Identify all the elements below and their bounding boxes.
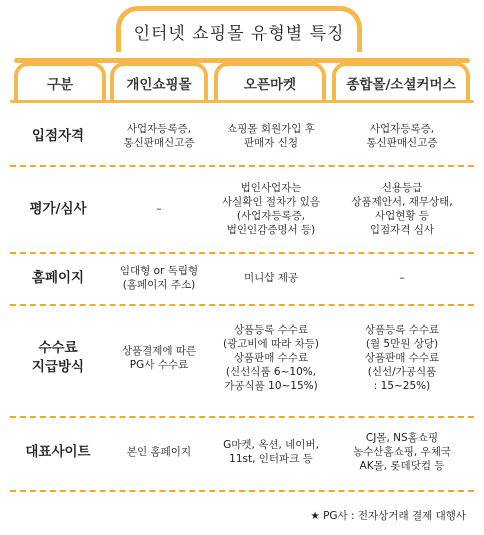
cell-sites-general: CJ몰, NS홈쇼핑 농수산홈쇼핑, 우체국 AK몰, 롯데닷컴 등 bbox=[353, 432, 451, 472]
column-header-open-market: 오픈마켓 bbox=[214, 62, 326, 100]
row-label-representative-sites: 대표사이트 bbox=[25, 443, 91, 460]
row-label-fee: 수수료 지급방식 bbox=[31, 340, 85, 375]
column-header-category: 구분 bbox=[14, 62, 106, 100]
row-label-homepage: 홈페이지 bbox=[31, 269, 85, 286]
cell-evaluation-open: 법인사업자는 사실확인 절차가 있음 (사업자등록증, 법인인감증명서 등) bbox=[222, 182, 320, 236]
row-separator bbox=[10, 252, 474, 254]
row-separator bbox=[10, 304, 474, 306]
row-separator bbox=[10, 165, 474, 167]
row-separator bbox=[10, 416, 474, 418]
row-label-eligibility: 입점자격 bbox=[31, 127, 85, 144]
row-separator bbox=[10, 490, 474, 492]
cell-homepage-general: – bbox=[399, 272, 405, 284]
cell-evaluation-personal: – bbox=[156, 203, 162, 215]
cell-fee-personal: 상품결제에 따른 PG사 수수료 bbox=[121, 345, 197, 371]
cell-eligibility-general: 사업자등록증, 통신판매신고증 bbox=[366, 123, 438, 149]
cell-homepage-open: 미니샵 제공 bbox=[243, 272, 299, 284]
column-header-general-social: 종합몰/소셜커머스 bbox=[332, 62, 470, 100]
cell-homepage-personal: 임대형 or 독립형 (홈페이지 주소) bbox=[119, 265, 199, 291]
header-bottom-line bbox=[10, 100, 474, 103]
column-header-personal-mall: 개인쇼핑몰 bbox=[110, 62, 208, 100]
cell-eligibility-personal: 사업자등록증, 통신판매신고증 bbox=[123, 123, 195, 149]
cell-fee-open: 상품등록 수수료 (광고비에 따라 차등) 상품판매 수수료 (신선식품 6~10%, 가공식품 10~15%) bbox=[222, 324, 319, 392]
footnote: ★ PG사 : 전자상거래 결제 대행사 bbox=[310, 510, 466, 522]
cell-sites-personal: 본인 홈페이지 bbox=[126, 446, 192, 458]
cell-fee-general: 상품등록 수수료 (월 5만원 상당) 상품판매 수수료 (신선/가공식품 : 15~25%) bbox=[364, 324, 440, 392]
table-title: 인터넷 쇼핑몰 유형별 특징 bbox=[116, 6, 362, 52]
cell-evaluation-general: 신용등급 상품제안서, 재무상태, 사업현황 등 입점자격 심사 bbox=[351, 182, 453, 236]
row-label-evaluation: 평가/심사 bbox=[29, 200, 87, 217]
cell-sites-open: G마켓, 옥션, 네이버, 11st, 인터파크 등 bbox=[223, 439, 319, 465]
cell-eligibility-open: 쇼핑몰 회원가입 후 판매자 신청 bbox=[227, 123, 315, 149]
